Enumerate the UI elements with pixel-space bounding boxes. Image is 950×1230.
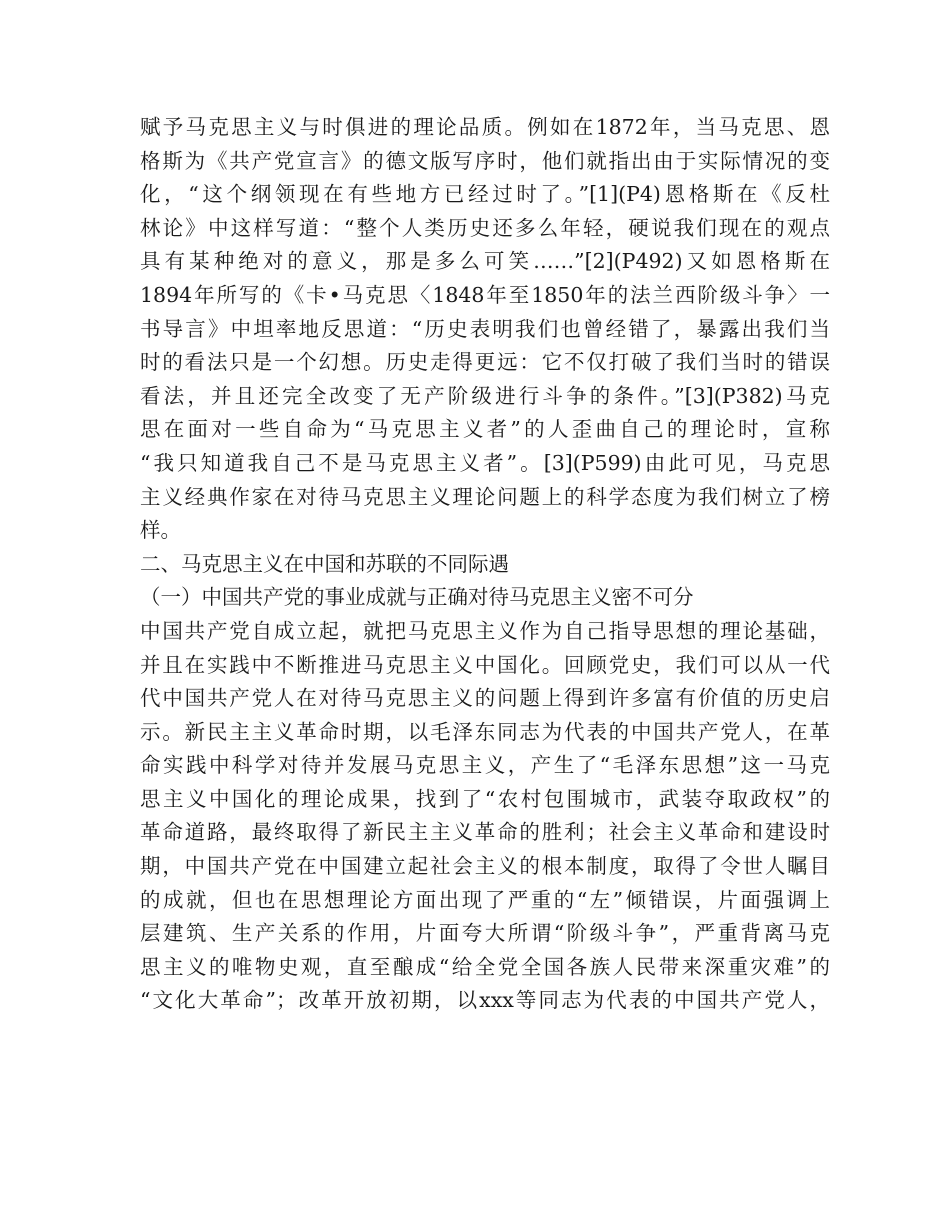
text-line: 期，中国共产党在中国建立起社会主义的根本制度，取得了令世人瞩目 bbox=[140, 854, 830, 879]
text-line: 示。新民主主义革命时期，以毛泽东同志为代表的中国共产党人，在革 bbox=[140, 719, 830, 744]
text-line: 中国共产党自成立起，就把马克思主义作为自己指导思想的理论基础， bbox=[140, 618, 830, 643]
text-line: 并且在实践中不断推进马克思主义中国化。回顾党史，我们可以从一代 bbox=[140, 652, 830, 677]
text-line: 思主义的唯物史观，直至酿成“给全党全国各族人民带来深重灾难”的 bbox=[140, 954, 830, 979]
text-line: 主义经典作家在对待马克思主义理论问题上的科学态度为我们树立了榜 bbox=[140, 484, 830, 509]
text-line: 思主义中国化的理论成果，找到了“农村包围城市，武装夺取政权”的 bbox=[140, 786, 830, 811]
text-line: 具有某种绝对的意义，那是多么可笑……”[2](P492)又如恩格斯在 bbox=[140, 249, 830, 274]
text-line: 1894年所写的《卡•马克思〈1848年至1850年的法兰西阶级斗争〉一 bbox=[140, 282, 830, 307]
text-line: 林论》中这样写道：“整个人类历史还多么年轻，硬说我们现在的观点 bbox=[140, 215, 830, 240]
text-line: 化，“这个纲领现在有些地方已经过时了。”[1](P4)恩格斯在《反杜 bbox=[140, 182, 830, 207]
text-line: 时的看法只是一个幻想。历史走得更远：它不仅打破了我们当时的错误 bbox=[140, 350, 830, 375]
text-line: 格斯为《共产党宣言》的德文版写序时，他们就指出由于实际情况的变 bbox=[140, 148, 830, 173]
text-line: “文化大革命”；改革开放初期，以xxx等同志为代表的中国共产党人， bbox=[140, 988, 830, 1013]
text-line: 书导言》中坦率地反思道：“历史表明我们也曾经错了，暴露出我们当 bbox=[140, 316, 830, 341]
document-body bbox=[140, 111, 830, 1018]
text-line: 看法，并且还完全改变了无产阶级进行斗争的条件。”[3](P382)马克 bbox=[140, 383, 830, 408]
text-line: （一）中国共产党的事业成就与正确对待马克思主义密不可分 bbox=[140, 585, 694, 610]
text-line: 命实践中科学对待并发展马克思主义，产生了“毛泽东思想”这一马克 bbox=[140, 753, 830, 778]
text-line: 二、马克思主义在中国和苏联的不同际遇 bbox=[140, 551, 509, 576]
text-line: 样。 bbox=[140, 518, 181, 543]
text-line: 革命道路，最终取得了新民主主义革命的胜利；社会主义革命和建设时 bbox=[140, 820, 830, 845]
text-line: 思在面对一些自命为“马克思主义者”的人歪曲自己的理论时，宣称 bbox=[140, 417, 830, 442]
text-line: 赋予马克思主义与时俱进的理论品质。例如在1872年，当马克思、恩 bbox=[140, 115, 830, 139]
text-line: 层建筑、生产关系的作用，片面夸大所谓“阶级斗争”，严重背离马克 bbox=[140, 921, 830, 946]
text-line: 的成就，但也在思想理论方面出现了严重的“左”倾错误，片面强调上 bbox=[140, 887, 830, 912]
text-line: “我只知道我自己不是马克思主义者”。[3](P599)由此可见，马克思 bbox=[140, 450, 830, 475]
text-line: 代中国共产党人在对待马克思主义的问题上得到许多富有价值的历史启 bbox=[140, 686, 830, 711]
